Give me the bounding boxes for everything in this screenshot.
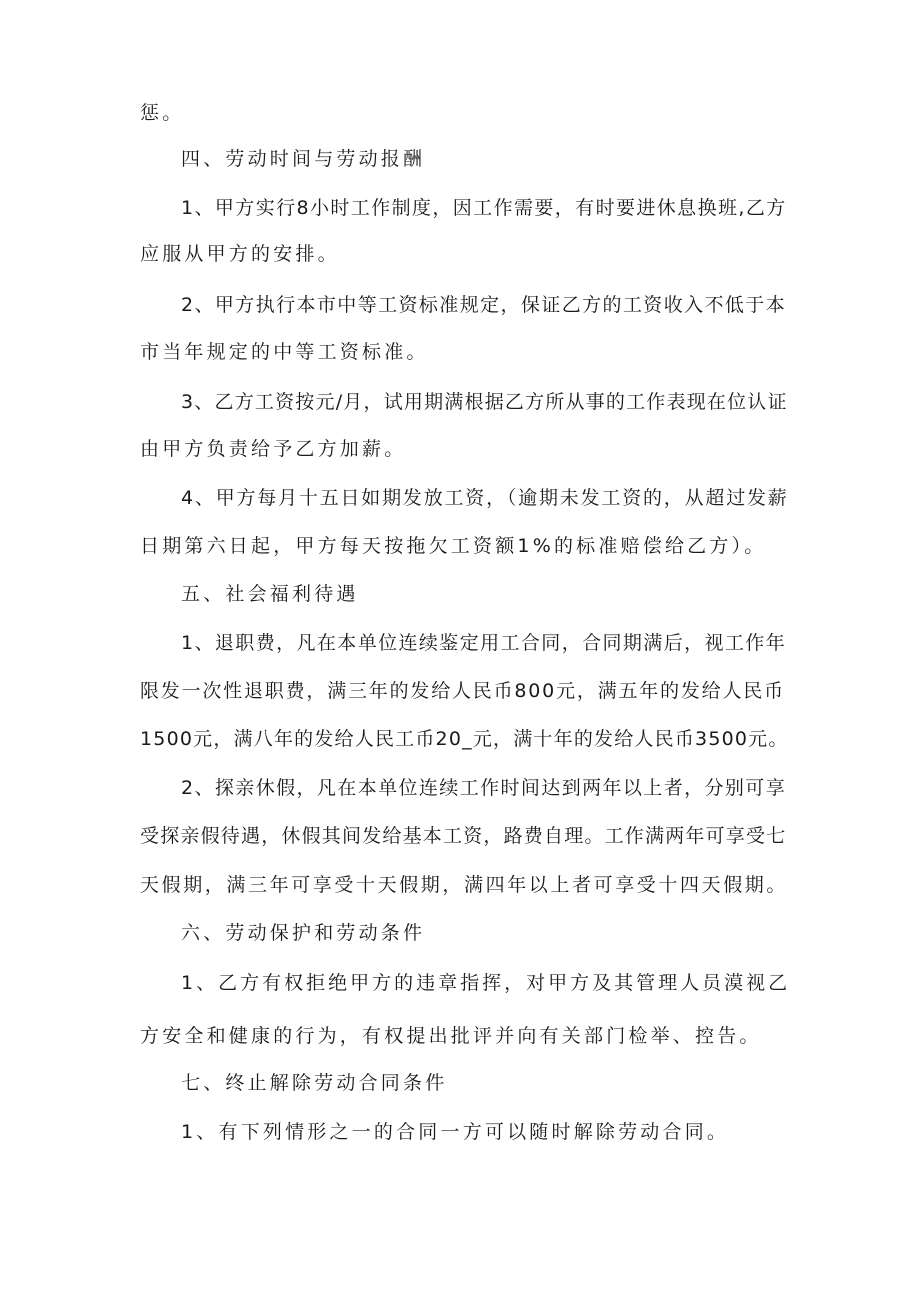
section-heading: 四、劳动时间与劳动报酬	[181, 148, 426, 170]
text-line: 天假期，满三年可享受十天假期，满四年以上者可享受十四天假期。	[140, 874, 789, 896]
section-heading: 六、劳动保护和劳动条件	[181, 922, 426, 944]
section-heading: 五、社会福利待遇	[181, 583, 359, 605]
text-line: 惩。	[140, 102, 185, 124]
text-line: 4、甲方每月十五日如期发放工资，（逾期未发工资的，从超过发薪	[181, 487, 789, 509]
text-line: 1、甲方实行8小时工作制度，因工作需要，有时要进休息换班,乙方	[181, 197, 787, 219]
text-line: 1、有下列情形之一的合同一方可以随时解除劳动合同。	[181, 1121, 730, 1143]
text-line: 日期第六日起，甲方每天按拖欠工资额1%的标准赔偿给乙方）。	[140, 535, 767, 557]
text-line: 市当年规定的中等工资标准。	[140, 341, 429, 363]
text-line: 2、甲方执行本市中等工资标准规定，保证乙方的工资收入不低于本	[181, 294, 787, 316]
section-heading: 七、终止解除劳动合同条件	[181, 1072, 448, 1094]
text-line: 受探亲假待遇，休假其间发给基本工资，路费自理。工作满两年可享受七	[140, 825, 787, 847]
text-line: 1、退职费，凡在本单位连续鉴定用工合同，合同期满后，视工作年	[181, 632, 787, 654]
text-line: 3、乙方工资按元/月，试用期满根据乙方所从事的工作表现在位认证	[181, 391, 788, 413]
text-line: 限发一次性退职费，满三年的发给人民币800元，满五年的发给人民币	[140, 680, 785, 702]
text-line: 1500元，满八年的发给人民工币20_元，满十年的发给人民币3500元。	[140, 728, 789, 750]
text-line: 由甲方负责给予乙方加薪。	[140, 438, 407, 460]
text-line: 1、乙方有权拒绝甲方的违章指挥，对甲方及其管理人员漠视乙	[181, 972, 791, 994]
text-line: 方安全和健康的行为，有权提出批评并向有关部门检举、控告。	[140, 1025, 762, 1047]
text-line: 应服从甲方的安排。	[140, 243, 340, 265]
text-line: 2、探亲休假，凡在本单位连续工作时间达到两年以上者，分别可享	[181, 777, 787, 799]
